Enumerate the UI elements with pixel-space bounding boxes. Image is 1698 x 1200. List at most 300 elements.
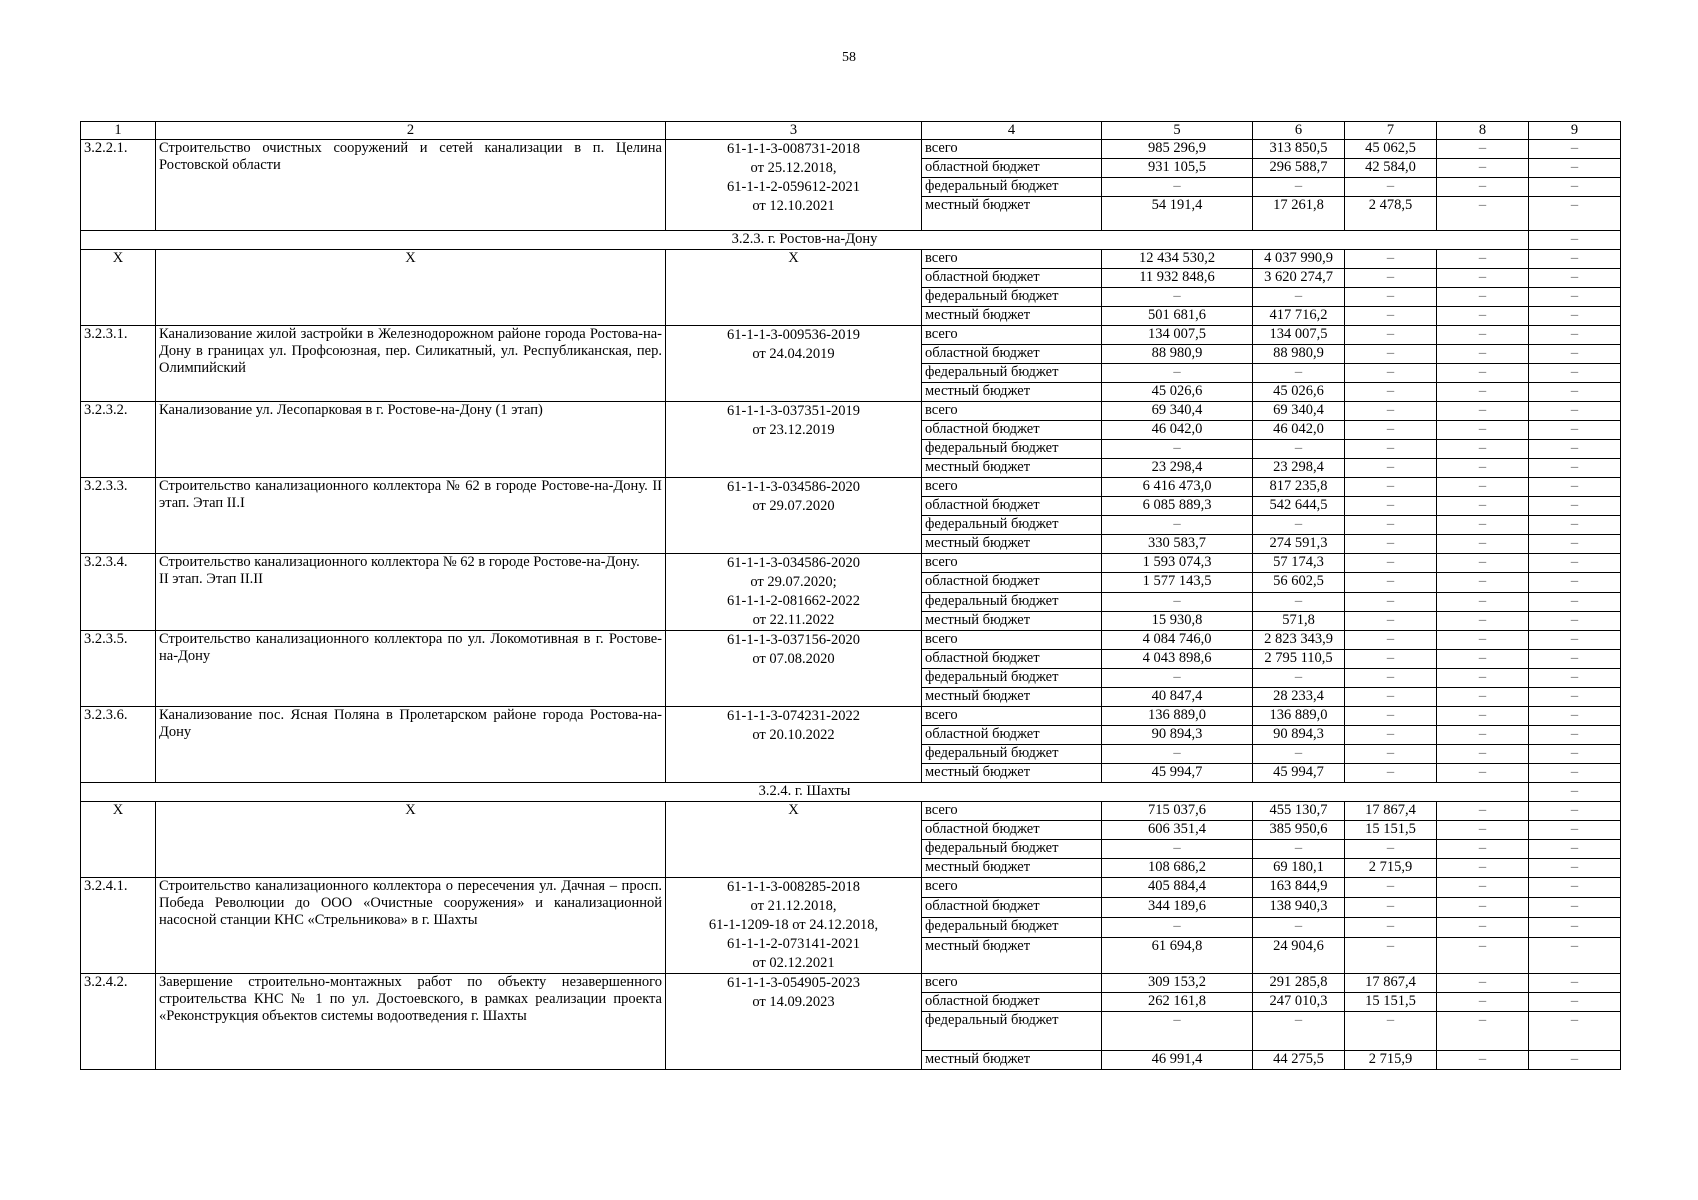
value-cell: – [1529, 497, 1621, 516]
value-cell: – [1529, 726, 1621, 745]
value-cell: – [1253, 745, 1345, 764]
value-cell: – [1345, 459, 1437, 478]
value-cell: – [1345, 554, 1437, 573]
value-cell: – [1529, 669, 1621, 688]
value-cell: – [1437, 345, 1529, 364]
value-cell: 2 795 110,5 [1253, 650, 1345, 669]
value-cell: 45 062,5 [1345, 140, 1437, 159]
value-cell: 45 994,7 [1102, 764, 1253, 783]
value-cell: – [1529, 1012, 1621, 1051]
value-cell: – [1529, 459, 1621, 478]
budget-label: всего [922, 554, 1102, 573]
value-cell: – [1529, 140, 1621, 159]
value-cell: 455 130,7 [1253, 802, 1345, 821]
budget-label: федеральный бюджет [922, 364, 1102, 383]
value-cell: – [1253, 364, 1345, 383]
value-cell: 571,8 [1253, 611, 1345, 630]
column-header: 7 [1345, 122, 1437, 140]
value-cell: 4 043 898,6 [1102, 650, 1253, 669]
value-cell: – [1437, 159, 1529, 178]
x-marker: Х [156, 802, 666, 878]
column-header: 9 [1529, 122, 1621, 140]
budget-label: федеральный бюджет [922, 918, 1102, 938]
project-row [81, 402, 1621, 421]
value-cell: 1 593 074,3 [1102, 554, 1253, 573]
value-cell: – [1437, 364, 1529, 383]
project-row [81, 326, 1621, 345]
budget-label: всего [922, 140, 1102, 159]
value-cell: – [1437, 802, 1529, 821]
value-cell: – [1529, 764, 1621, 783]
budget-label: областной бюджет [922, 421, 1102, 440]
item-description: Строительство канализационного коллектора по ул. Локомотивная в г. Ростове-на-Дону [156, 631, 666, 707]
value-cell: – [1102, 840, 1253, 859]
value-cell: – [1529, 421, 1621, 440]
value-cell: 2 823 343,9 [1253, 631, 1345, 650]
item-description: Строительство канализационного коллектора № 62 в городе Ростове-на-Дону. II этап. Этап II.I [156, 478, 666, 554]
budget-label: областной бюджет [922, 821, 1102, 840]
value-cell: – [1437, 918, 1529, 938]
value-cell: – [1345, 497, 1437, 516]
budget-label: федеральный бюджет [922, 288, 1102, 307]
value-cell: – [1345, 178, 1437, 197]
value-cell: 247 010,3 [1253, 993, 1345, 1012]
item-number: 3.2.3.3. [81, 478, 156, 554]
registration-number: 61-1-1-3-008731-2018 от 25.12.2018, 61-1-1-2-059612-2021 от 12.10.2021 [666, 140, 922, 231]
value-cell: 17 867,4 [1345, 802, 1437, 821]
value-cell: – [1345, 878, 1437, 898]
value-cell: 28 233,4 [1253, 688, 1345, 707]
value-cell: – [1345, 250, 1437, 269]
value-cell: – [1437, 326, 1529, 345]
value-cell: 136 889,0 [1253, 707, 1345, 726]
value-cell: – [1345, 440, 1437, 459]
value-cell: – [1529, 288, 1621, 307]
value-cell: – [1529, 159, 1621, 178]
item-number: 3.2.3.2. [81, 402, 156, 478]
value-cell: – [1437, 178, 1529, 197]
budget-label: местный бюджет [922, 938, 1102, 974]
value-cell: – [1529, 918, 1621, 938]
value-cell: 69 340,4 [1253, 402, 1345, 421]
value-cell: 606 351,4 [1102, 821, 1253, 840]
value-cell: – [1529, 611, 1621, 630]
budget-label: областной бюджет [922, 650, 1102, 669]
value-cell: – [1253, 440, 1345, 459]
project-row [81, 140, 1621, 159]
project-row [81, 631, 1621, 650]
value-cell: – [1345, 421, 1437, 440]
value-cell: – [1437, 611, 1529, 630]
value-cell: – [1437, 938, 1529, 974]
registration-number: 61-1-1-3-034586-2020 от 29.07.2020 [666, 478, 922, 554]
value-cell: – [1437, 650, 1529, 669]
value-cell: – [1345, 307, 1437, 326]
value-cell: – [1529, 364, 1621, 383]
x-marker: Х [156, 250, 666, 326]
value-cell: – [1102, 745, 1253, 764]
value-cell: 138 940,3 [1253, 898, 1345, 918]
value-cell: 54 191,4 [1102, 197, 1253, 231]
value-cell: – [1345, 726, 1437, 745]
value-cell: 17 261,8 [1253, 197, 1345, 231]
budget-label: всего [922, 974, 1102, 993]
item-number: 3.2.3.1. [81, 326, 156, 402]
value-cell: 2 478,5 [1345, 197, 1437, 231]
value-cell: 46 042,0 [1253, 421, 1345, 440]
value-cell: – [1345, 650, 1437, 669]
value-cell: – [1437, 288, 1529, 307]
value-cell: – [1345, 288, 1437, 307]
value-cell: – [1437, 197, 1529, 231]
value-cell: 69 340,4 [1102, 402, 1253, 421]
budget-label: всего [922, 478, 1102, 497]
x-marker: Х [666, 250, 922, 326]
value-cell: 817 235,8 [1253, 478, 1345, 497]
budget-label: местный бюджет [922, 859, 1102, 878]
value-cell: – [1529, 345, 1621, 364]
value-cell: – [1345, 573, 1437, 592]
budget-label: федеральный бюджет [922, 840, 1102, 859]
value-cell: – [1253, 840, 1345, 859]
value-cell: – [1437, 688, 1529, 707]
value-cell: 56 602,5 [1253, 573, 1345, 592]
budget-label: местный бюджет [922, 1051, 1102, 1070]
value-cell: – [1529, 707, 1621, 726]
value-cell: – [1437, 840, 1529, 859]
value-cell: – [1253, 178, 1345, 197]
value-cell: – [1529, 250, 1621, 269]
item-number: 3.2.3.4. [81, 554, 156, 631]
item-description: Завершение строительно-монтажных работ по объекту незавершенного строительства КНС № 1 по ул. Достоевского, в рамках реализации проекта «Реконструкция объектов системы водоотведения г. Шахты [156, 974, 666, 1070]
value-cell: 163 844,9 [1253, 878, 1345, 898]
value-cell: – [1345, 669, 1437, 688]
value-cell: – [1529, 269, 1621, 288]
column-header: 5 [1102, 122, 1253, 140]
value-cell: – [1529, 938, 1621, 974]
value-cell: – [1529, 402, 1621, 421]
value-cell: – [1345, 764, 1437, 783]
value-cell: – [1529, 993, 1621, 1012]
value-cell: – [1529, 650, 1621, 669]
value-cell: 262 161,8 [1102, 993, 1253, 1012]
budget-table-body [81, 122, 1621, 1070]
value-cell: 309 153,2 [1102, 974, 1253, 993]
column-header: 2 [156, 122, 666, 140]
value-cell: – [1529, 898, 1621, 918]
value-cell: 715 037,6 [1102, 802, 1253, 821]
item-number: 3.2.3.5. [81, 631, 156, 707]
value-cell: – [1437, 1051, 1529, 1070]
value-cell: – [1529, 554, 1621, 573]
value-cell: – [1529, 859, 1621, 878]
column-header: 8 [1437, 122, 1529, 140]
value-cell: – [1437, 898, 1529, 918]
value-cell: – [1529, 974, 1621, 993]
value-cell: – [1437, 573, 1529, 592]
value-cell: 23 298,4 [1102, 459, 1253, 478]
value-cell: – [1102, 592, 1253, 611]
value-cell: – [1437, 269, 1529, 288]
value-cell: – [1253, 516, 1345, 535]
value-cell: – [1529, 840, 1621, 859]
page-number: 58 [842, 50, 856, 65]
registration-number: 61-1-1-3-009536-2019 от 24.04.2019 [666, 326, 922, 402]
value-cell: 69 180,1 [1253, 859, 1345, 878]
registration-number: 61-1-1-3-008285-2018 от 21.12.2018, 61-1-1209-18 от 24.12.2018, 61-1-1-2-073141-2021 от 02.12.2021 [666, 878, 922, 974]
item-description: Строительство очистных сооружений и сетей канализации в п. Целина Ростовской области [156, 140, 666, 231]
column-header: 3 [666, 122, 922, 140]
value-cell: – [1345, 402, 1437, 421]
budget-label: местный бюджет [922, 383, 1102, 402]
budget-label: федеральный бюджет [922, 516, 1102, 535]
value-cell: 88 980,9 [1253, 345, 1345, 364]
value-cell: – [1529, 178, 1621, 197]
value-cell: – [1345, 478, 1437, 497]
value-cell: – [1345, 688, 1437, 707]
item-description: Канализование жилой застройки в Железнодорожном районе города Ростова-на-Дону в границах ул. Профсоюзная, пер. Силикатный, ул. Республиканская, пер. Олимпийский [156, 326, 666, 402]
value-cell: 15 151,5 [1345, 993, 1437, 1012]
summary-row [81, 802, 1621, 821]
registration-number: 61-1-1-3-037156-2020 от 07.08.2020 [666, 631, 922, 707]
value-cell: 405 884,4 [1102, 878, 1253, 898]
value-cell: 274 591,3 [1253, 535, 1345, 554]
value-cell: – [1529, 383, 1621, 402]
item-description: Строительство канализационного коллектора о пересечения ул. Дачная – просп. Победа Революции до ООО «Очистные сооружения» и канализационной насосной станции КНС «Стрельникова» в г. Шахты [156, 878, 666, 974]
value-cell: 45 026,6 [1253, 383, 1345, 402]
value-cell: – [1345, 345, 1437, 364]
value-cell: 296 588,7 [1253, 159, 1345, 178]
value-cell: 40 847,4 [1102, 688, 1253, 707]
value-cell: – [1529, 197, 1621, 231]
value-cell: 6 416 473,0 [1102, 478, 1253, 497]
column-header: 1 [81, 122, 156, 140]
project-row [81, 974, 1621, 993]
budget-label: всего [922, 250, 1102, 269]
value-cell: 24 904,6 [1253, 938, 1345, 974]
section-title: 3.2.4. г. Шахты [81, 783, 1529, 802]
budget-label: федеральный бюджет [922, 592, 1102, 611]
value-cell: 90 894,3 [1102, 726, 1253, 745]
value-cell: – [1437, 821, 1529, 840]
x-marker: Х [666, 802, 922, 878]
value-cell: – [1345, 1012, 1437, 1051]
value-cell: – [1345, 516, 1437, 535]
budget-label: местный бюджет [922, 459, 1102, 478]
value-cell: – [1529, 631, 1621, 650]
value-cell: – [1529, 440, 1621, 459]
budget-label: всего [922, 402, 1102, 421]
registration-number: 61-1-1-3-054905-2023 от 14.09.2023 [666, 974, 922, 1070]
value-cell: – [1529, 592, 1621, 611]
value-cell: – [1345, 840, 1437, 859]
value-cell: – [1102, 1012, 1253, 1051]
value-cell: – [1345, 938, 1437, 974]
budget-label: местный бюджет [922, 764, 1102, 783]
value-cell: – [1437, 859, 1529, 878]
budget-table [80, 121, 1621, 1070]
value-cell: – [1102, 669, 1253, 688]
value-cell: – [1102, 288, 1253, 307]
budget-label: местный бюджет [922, 197, 1102, 231]
x-marker: Х [81, 250, 156, 326]
value-cell: – [1529, 307, 1621, 326]
value-cell: – [1437, 631, 1529, 650]
value-cell: – [1345, 745, 1437, 764]
value-cell: 985 296,9 [1102, 140, 1253, 159]
value-cell: – [1437, 140, 1529, 159]
value-cell: 12 434 530,2 [1102, 250, 1253, 269]
value-cell: – [1345, 707, 1437, 726]
budget-label: областной бюджет [922, 573, 1102, 592]
column-header: 6 [1253, 122, 1345, 140]
budget-label: местный бюджет [922, 688, 1102, 707]
budget-label: областной бюджет [922, 345, 1102, 364]
registration-number: 61-1-1-3-037351-2019 от 23.12.2019 [666, 402, 922, 478]
value-cell: 15 151,5 [1345, 821, 1437, 840]
item-description: Канализование пос. Ясная Поляна в Пролетарском районе города Ростова-на-Дону [156, 707, 666, 783]
value-cell: – [1102, 918, 1253, 938]
item-number: 3.2.3.6. [81, 707, 156, 783]
value-cell: – [1345, 592, 1437, 611]
value-cell: 385 950,6 [1253, 821, 1345, 840]
value-cell: 2 715,9 [1345, 859, 1437, 878]
value-cell: – [1345, 611, 1437, 630]
value-cell: 4 084 746,0 [1102, 631, 1253, 650]
value-cell: 11 932 848,6 [1102, 269, 1253, 288]
value-cell: – [1345, 918, 1437, 938]
value-cell: – [1437, 250, 1529, 269]
item-number: 3.2.4.2. [81, 974, 156, 1070]
value-cell: 3 620 274,7 [1253, 269, 1345, 288]
value-cell: – [1345, 898, 1437, 918]
item-number: 3.2.2.1. [81, 140, 156, 231]
value-cell: – [1529, 478, 1621, 497]
project-row [81, 478, 1621, 497]
value-cell: – [1345, 631, 1437, 650]
summary-row [81, 250, 1621, 269]
budget-label: областной бюджет [922, 726, 1102, 745]
value-cell: – [1529, 231, 1621, 250]
value-cell: 17 867,4 [1345, 974, 1437, 993]
value-cell: – [1437, 459, 1529, 478]
item-description: Канализование ул. Лесопарковая в г. Ростове-на-Дону (1 этап) [156, 402, 666, 478]
project-row [81, 707, 1621, 726]
x-marker: Х [81, 802, 156, 878]
value-cell: 45 994,7 [1253, 764, 1345, 783]
budget-label: областной бюджет [922, 898, 1102, 918]
value-cell: – [1437, 421, 1529, 440]
value-cell: 44 275,5 [1253, 1051, 1345, 1070]
budget-label: местный бюджет [922, 535, 1102, 554]
value-cell: – [1529, 688, 1621, 707]
value-cell: 1 577 143,5 [1102, 573, 1253, 592]
value-cell: 6 085 889,3 [1102, 497, 1253, 516]
value-cell: 46 042,0 [1102, 421, 1253, 440]
budget-label: областной бюджет [922, 497, 1102, 516]
value-cell: – [1437, 307, 1529, 326]
value-cell: – [1437, 745, 1529, 764]
budget-label: федеральный бюджет [922, 1012, 1102, 1051]
value-cell: – [1437, 878, 1529, 898]
value-cell: – [1437, 974, 1529, 993]
value-cell: – [1345, 269, 1437, 288]
budget-label: областной бюджет [922, 269, 1102, 288]
value-cell: – [1437, 592, 1529, 611]
value-cell: – [1529, 573, 1621, 592]
registration-number: 61-1-1-3-034586-2020 от 29.07.2020; 61-1-1-2-081662-2022 от 22.11.2022 [666, 554, 922, 631]
value-cell: – [1529, 821, 1621, 840]
value-cell: – [1529, 516, 1621, 535]
budget-label: федеральный бюджет [922, 669, 1102, 688]
value-cell: – [1529, 783, 1621, 802]
value-cell: – [1437, 707, 1529, 726]
value-cell: – [1437, 1012, 1529, 1051]
value-cell: – [1345, 326, 1437, 345]
value-cell: – [1437, 516, 1529, 535]
budget-label: всего [922, 631, 1102, 650]
value-cell: – [1253, 288, 1345, 307]
project-row [81, 554, 1621, 573]
section-row [81, 231, 1621, 250]
value-cell: – [1529, 535, 1621, 554]
column-header: 4 [922, 122, 1102, 140]
value-cell: – [1437, 726, 1529, 745]
value-cell: – [1437, 993, 1529, 1012]
value-cell: 42 584,0 [1345, 159, 1437, 178]
value-cell: – [1102, 516, 1253, 535]
value-cell: – [1437, 554, 1529, 573]
column-header-row [81, 122, 1621, 140]
value-cell: 330 583,7 [1102, 535, 1253, 554]
budget-label: федеральный бюджет [922, 178, 1102, 197]
value-cell: – [1437, 383, 1529, 402]
value-cell: 291 285,8 [1253, 974, 1345, 993]
value-cell: – [1102, 364, 1253, 383]
value-cell: – [1253, 669, 1345, 688]
value-cell: 88 980,9 [1102, 345, 1253, 364]
value-cell: 417 716,2 [1253, 307, 1345, 326]
value-cell: – [1529, 1051, 1621, 1070]
value-cell: 57 174,3 [1253, 554, 1345, 573]
value-cell: 108 686,2 [1102, 859, 1253, 878]
value-cell: – [1345, 535, 1437, 554]
registration-number: 61-1-1-3-074231-2022 от 20.10.2022 [666, 707, 922, 783]
budget-label: федеральный бюджет [922, 745, 1102, 764]
budget-label: всего [922, 707, 1102, 726]
value-cell: – [1529, 802, 1621, 821]
section-row [81, 783, 1621, 802]
budget-label: всего [922, 326, 1102, 345]
value-cell: – [1437, 535, 1529, 554]
value-cell: – [1102, 178, 1253, 197]
value-cell: 61 694,8 [1102, 938, 1253, 974]
value-cell: – [1437, 402, 1529, 421]
value-cell: – [1253, 918, 1345, 938]
budget-label: областной бюджет [922, 159, 1102, 178]
budget-label: всего [922, 802, 1102, 821]
item-description: Строительство канализационного коллектора № 62 в городе Ростове-на-Дону. II этап. Этап II.II [156, 554, 666, 631]
budget-label: местный бюджет [922, 611, 1102, 630]
value-cell: 4 037 990,9 [1253, 250, 1345, 269]
value-cell: 45 026,6 [1102, 383, 1253, 402]
value-cell: 46 991,4 [1102, 1051, 1253, 1070]
value-cell: – [1253, 592, 1345, 611]
value-cell: – [1345, 383, 1437, 402]
value-cell: – [1437, 669, 1529, 688]
value-cell: 2 715,9 [1345, 1051, 1437, 1070]
value-cell: 23 298,4 [1253, 459, 1345, 478]
